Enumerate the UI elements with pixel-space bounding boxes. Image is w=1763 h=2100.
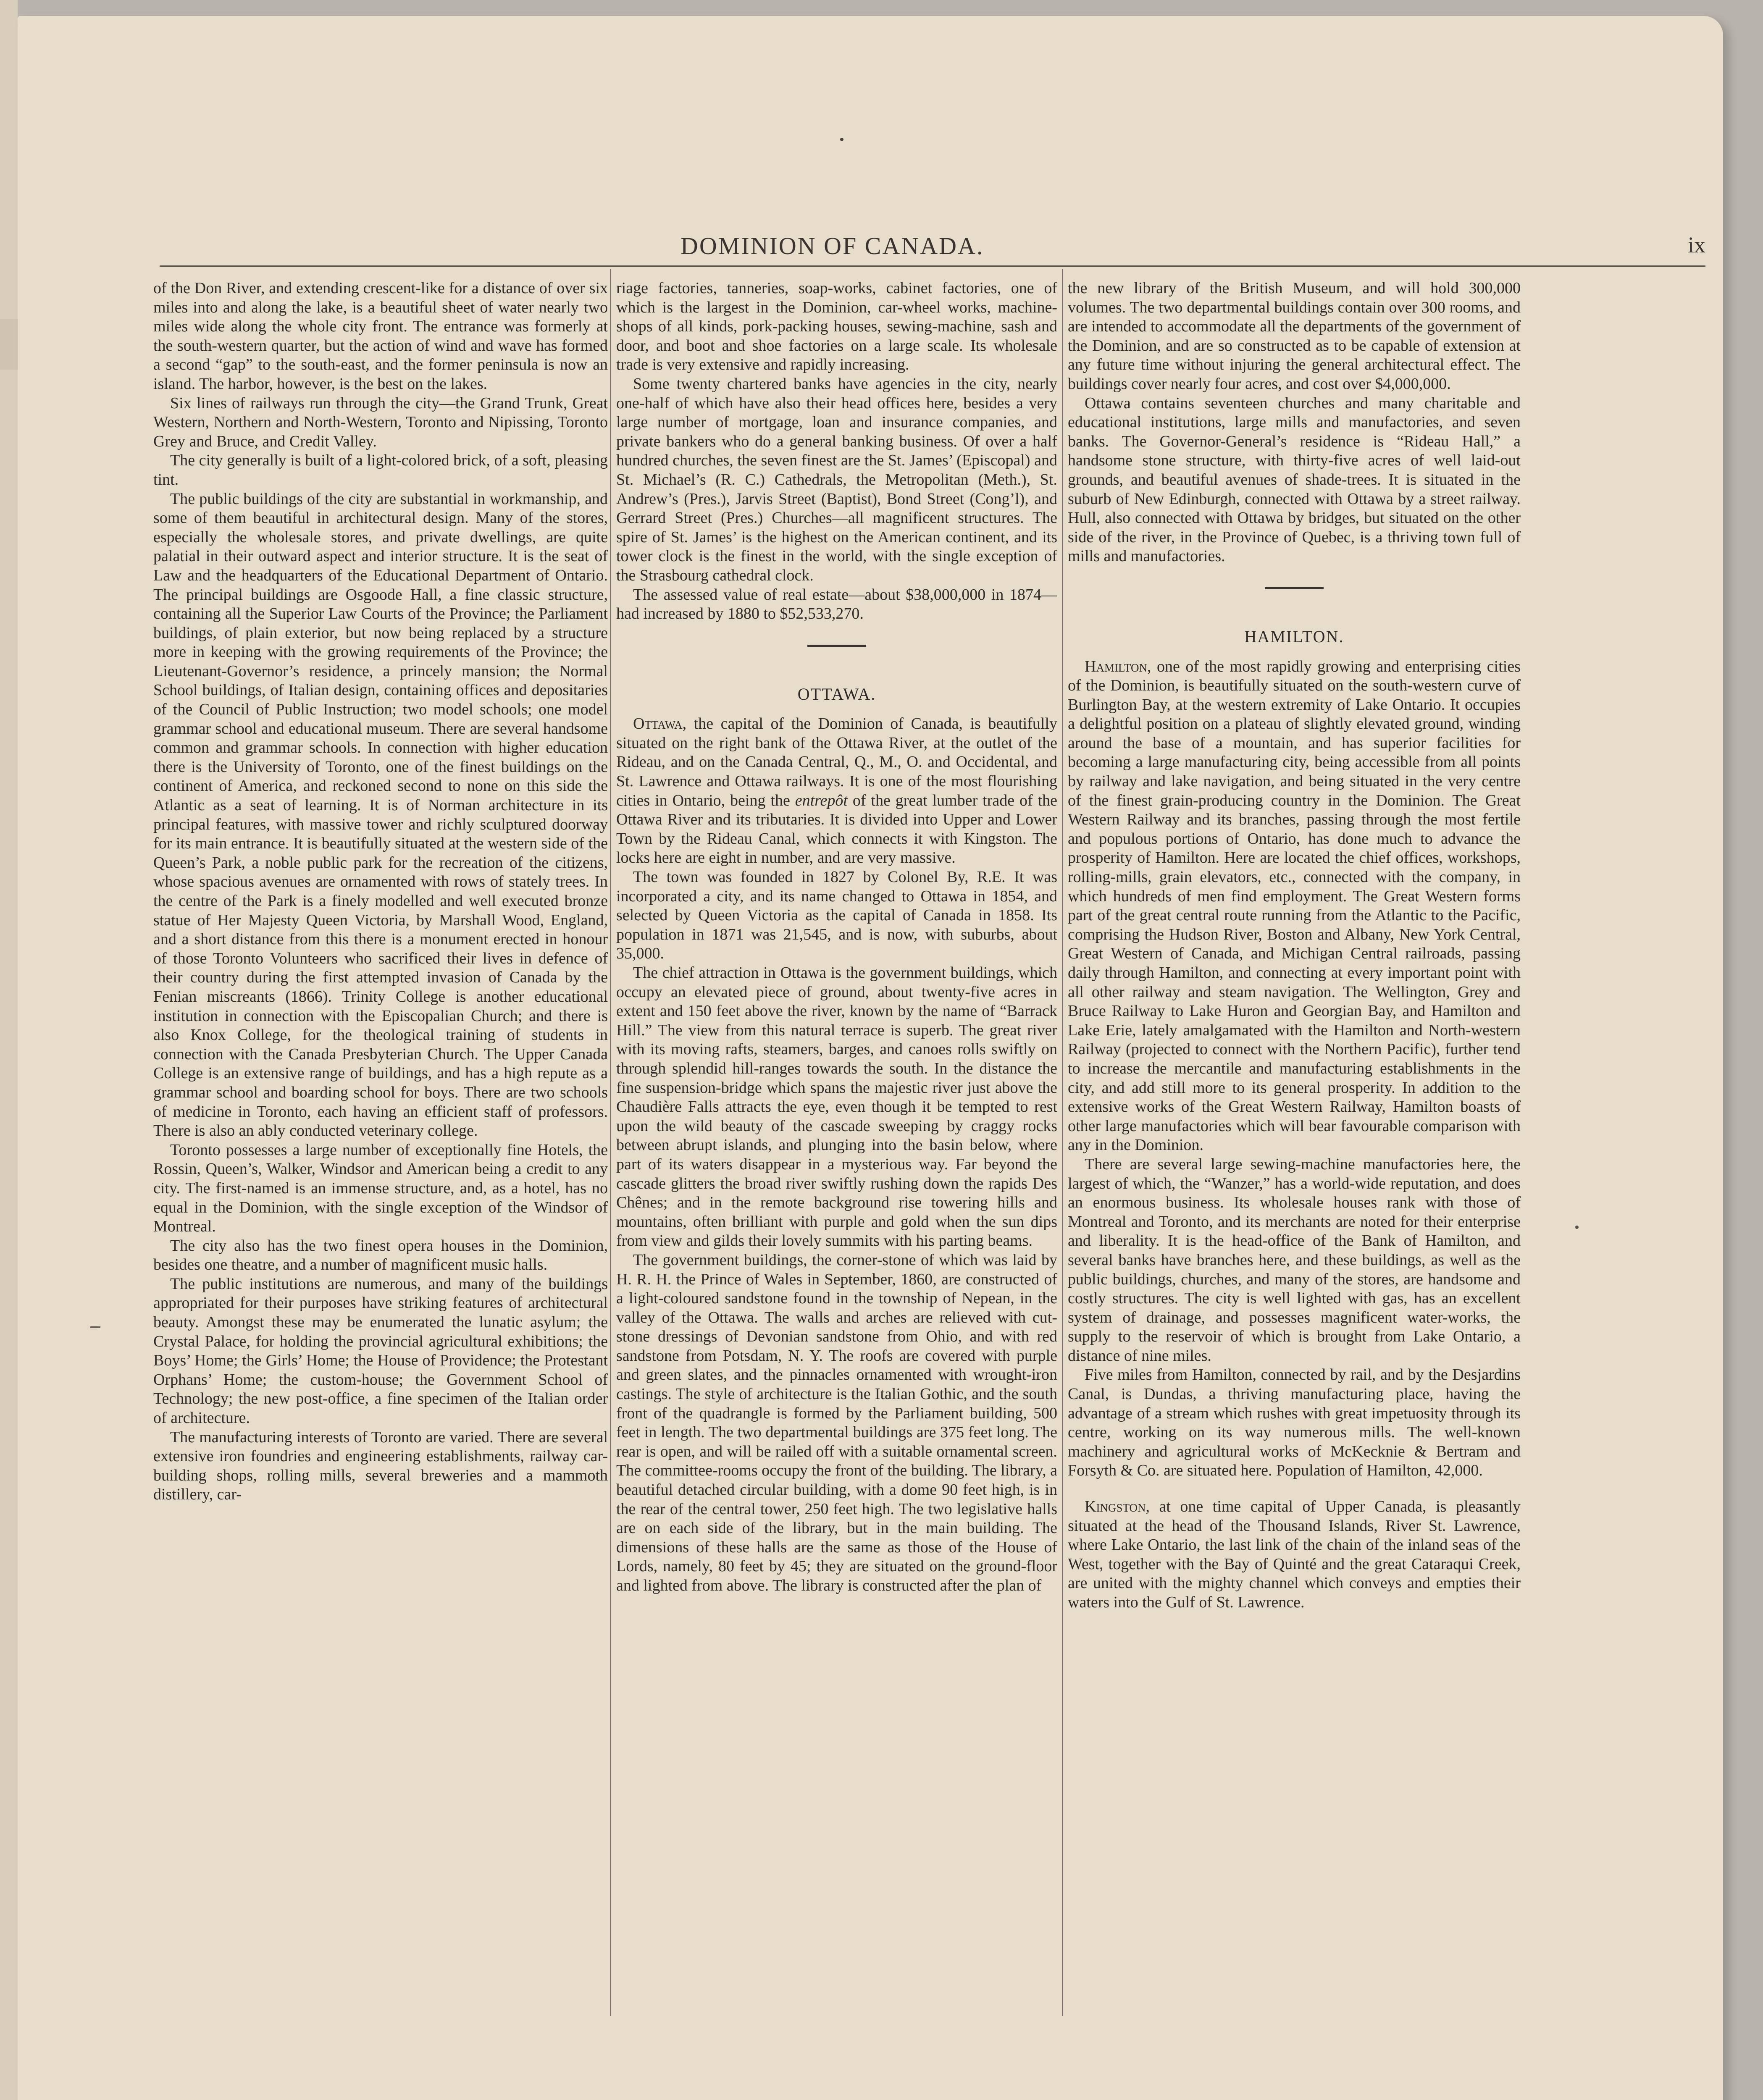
- left-edge-mark: [0, 319, 18, 370]
- paragraph: the new library of the British Museum, and will hold 300,000 volumes. The two departmental buildings contain over 300 rooms, and are intended to accommodate all the departments of the government of the Dominion, and are so constructed as to be capable of extension at any future time without injuring the general architectural effect. The buildings cover nearly four acres, and cost over $4,000,000.: [1068, 279, 1521, 393]
- paragraph: The assessed value of real estate—about $38,000,000 in 1874—had increased by 1880 to $52,533,270.: [616, 585, 1057, 623]
- section-divider: [1265, 587, 1324, 589]
- page-number: ix: [1687, 232, 1705, 257]
- paragraph-ottawa-intro: [616, 714, 1057, 868]
- margin-dash-mark: [90, 1326, 100, 1328]
- paragraph: The government buildings, the corner-stone of which was laid by H. R. H. the Prince of Wales in September, 1860, are constructed of a light-coloured sandstone found in the township of Nepean, in the valley of the Ottawa. The walls and arches are relieved with cut-stone dressings of Devonian sandstone from Ohio, and with red sandstone from Potsdam, N. Y. The roofs are covered with purple and green slates, and the pinnacles ornamented with wrought-iron castings. The style of architecture is the Italian Gothic, and the south front of the quadrangle is formed by the Parliament building, 500 feet in length. The two departmental buildings are 375 feet long. The rear is open, and will be railed off with a suitable ornamental screen. The committee-rooms occupy the front of the building. The library, a beautiful detached circular building, with a dome 90 feet high, is in the rear of the central tower, 250 feet high. The two legislative halls are on each side of the library, but in the main building. The dimensions of these halls are the same as those of the House of Lords, namely, 80 feet by 45; they are situated on the ground-floor and lighted from above. The library is constructed after the plan of: [616, 1251, 1057, 1594]
- paragraph: Toronto possesses a large number of exceptionally fine Hotels, the Rossin, Queen’s, Walker, Windsor and American being a credit to any city. The first-named is an immense structure, and, as a hotel, has no equal in the Dominion, with the single exception of the Windsor of Montreal.: [153, 1141, 608, 1236]
- text-run: one of the most rapidly growing and enterprising cities of the Dominion, is beautifully situated on the south-western curve of Burlington Bay, at the western extremity of Lake Ontario. It occupies a delightful position on a plateau of slightly elevated ground, winding around the base of a mountain, and has superior facilities for becoming a large manufacturing city, being accessible from all points by railway and lake navigation, and being situated in the very centre of the finest grain-producing country in the Dominion. The Great Western Railway and its branches, passing through the most fertile and populous portions of Ontario, has done much to advance the prosperity of Hamilton. Here are located the chief offices, workshops, rolling-mills, grain elevators, etc., connected with the company, in which hundreds of men find employment. The Great Western forms part of the great central route running from the Atlantic to the Pacific, comprising the Hudson River, Boston and Albany, New York Central, Great Western of Canada, and Michigan Central railroads, passing daily through Hamilton, and connecting at every important point with all other railway and steam navigation. The Wellington, Grey and Bruce Railway to Lake Huron and Georgian Bay, and Hamilton and Lake Erie, lately amalgamated with the Hamilton and North-western Railway (projected to connect with the Northern Pacific), further tend to increase the mercantile and manufacturing establishments in the city, and add still more to its general prosperity. In addition to the extensive works of the Great Western Railway, Hamilton boasts of other large manufactories which will bear favourable comparison with any in the Dominion.: [1068, 657, 1521, 1154]
- column-rule-1: [610, 269, 611, 2016]
- paragraph: riage factories, tanneries, soap-works, cabinet factories, one of which is the largest in the Dominion, car-wheel works, machine-shops of all kinds, pork-packing houses, sewing-machine, sash and door, and boot and shoe factories on a large scale. Its wholesale trade is very extensive and rapidly increasing.: [616, 279, 1057, 374]
- paragraph: Six lines of railways run through the city—the Grand Trunk, Great Western, Northern and North-Western, Toronto and Nipissing, Toronto Grey and Bruce, and Credit Valley.: [153, 394, 608, 450]
- paragraph: Five miles from Hamilton, connected by rail, and by the Desjardins Canal, is Dundas, a thriving manufacturing place, having the advantage of a stream which rushes with great impetuosity through its centre, working on its way numerous mills. The well-known machinery and agricultural works of McKecknie & Bertram and Forsyth & Co. are situated here. Population of Hamilton, 42,000.: [1068, 1366, 1521, 1480]
- lead-word: Hamilton,: [1085, 657, 1151, 675]
- margin-dot-mark: [1575, 1226, 1579, 1229]
- paragraph: of the Don River, and extending crescent-like for a distance of over six miles into and along the lake, is a beautiful sheet of water nearly two miles wide along the whole city front. The entrance was formerly at the south-western quarter, but the action of wind and wave has formed a second “gap” to the south-east, and the former peninsula is now an island. The harbor, however, is the best on the lakes.: [153, 279, 608, 393]
- running-title: DOMINION OF CANADA.: [681, 232, 984, 260]
- paragraph: The chief attraction in Ottawa is the government buildings, which occupy an elevated piece of ground, about twenty-five acres in extent and 150 feet above the river, known by the name of “Barrack Hill.” The view from this natural terrace is superb. The great river with its moving rafts, steamers, barges, and canoes rolls swiftly on through splendid hill-ranges towards the south. In the distance the fine suspension-bridge which spans the majestic river just above the Chaudière Falls attracts the eye, even though it be tempted to rest upon the wild beauty of the cascade sweeping by craggy rocks between abrupt islands, and plunging into the basin below, where part of its waters disappear in a mysterious way. Far beyond the cascade glitters the broad river swiftly rushing down the rapids Des Chênes; and in the remote background rise towering hills and mountains, often brilliant with purple and gold when the sun dips from view and gilds their lovely summits with his parting beams.: [616, 964, 1057, 1250]
- running-header: [160, 232, 1705, 261]
- column-2: [616, 279, 1057, 2026]
- top-dot-mark: [840, 138, 843, 141]
- paragraph: The public institutions are numerous, and many of the buildings appropriated for their purposes have striking features of architectural beauty. Amongst these may be enumerated the lunatic asylum; the Crystal Palace, for holding the provincial agricultural exhibitions; the Boys’ Home; the Girls’ Home; the House of Providence; the Protestant Orphans’ Home; the custom-house; the Government School of Technology; the new post-office, a fine specimen of the Italian order of architecture.: [153, 1275, 608, 1427]
- lead-word: Kingston,: [1085, 1498, 1150, 1516]
- paragraph: Ottawa contains seventeen churches and many charitable and educational institutions, large mills and manufactories, and seven banks. The Governor-General’s residence is “Rideau Hall,” a handsome stone structure, with thirty-five acres of well laid-out grounds, and beautiful avenues of shade-trees. It is situated in the suburb of New Edinburgh, connected with Ottawa by a street railway. Hull, also connected with Ottawa by bridges, but situated on the other side of the river, in the Province of Quebec, is a thriving town full of mills and manufactories.: [1068, 394, 1521, 565]
- paragraph-kingston-intro: [1068, 1497, 1521, 1612]
- section-divider: [807, 645, 866, 647]
- lead-word: Ottawa,: [633, 715, 687, 733]
- column-rule-2: [1062, 269, 1063, 2016]
- paragraph: The town was founded in 1827 by Colonel By, R.E. It was incorporated a city, and its name changed to Ottawa in 1854, and selected by Queen Victoria as the capital of Canada in 1858. Its population in 1871 was 21,545, and is now, with suburbs, about 35,000.: [616, 868, 1057, 963]
- text-run: the capital of the Dominion of Canada, is beautifully situated on the right bank of the Ottawa River, at the outlet of the Rideau, and on the Canada Central, Q., M., O. and Occidental, and St. Lawrence and Ottawa railways. It is one of the most flourishing cities in Ontario, being the: [616, 715, 1057, 809]
- text-run: of the great lumber trade of the Ottawa River and its tributaries. It is divided into Upper and Lower Town by the Rideau Canal, which connects it with Kingston. The locks here are eight in number, and are very massive.: [616, 791, 1057, 867]
- paragraph: The city generally is built of a light-colored brick, of a soft, pleasing tint.: [153, 452, 608, 488]
- left-edge-strip: [0, 0, 18, 2100]
- column-1: [153, 279, 608, 2026]
- paragraph: There are several large sewing-machine manufactories here, the largest of which, the “Wanzer,” has a world-wide reputation, and does an enormous business. Its wholesale houses rank with those of Montreal and Toronto, and its merchants are noted for their enterprise and liberality. It is the head-office of the Bank of Hamilton, and several banks have branches here, and these buildings, as well as the public buildings, churches, and many of the stores, are handsome and costly structures. The city is well lighted with gas, has an excellent system of drainage, and possesses magnificent water-works, the supply to the reservoir of which is brought from Lake Ontario, a distance of nine miles.: [1068, 1155, 1521, 1365]
- paragraph: The public buildings of the city are substantial in workmanship, and some of them beautiful in architectural design. Many of the stores, especially the wholesale stores, and private dwellings, are quite palatial in their outward aspect and interior structure. It is the seat of Law and the headquarters of the Educational Department of Ontario. The principal buildings are Osgoode Hall, a fine classic structure, containing all the Superior Law Courts of the Province; the Parliament buildings, of plain exterior, but now being replaced by a structure more in keeping with the growing requirements of the Province; the Lieutenant-Governor’s residence, a princely mansion; the Normal School buildings, of Italian design, containing offices and depositaries of the Council of Public Instruction; two model schools; one model grammar school and educational museum. There are several handsome common and grammar schools. In connection with higher education there is the University of Toronto, one of the finest buildings on the continent of America, and reckoned second to none on this side the Atlantic as a seat of learning. It is of Norman architecture in its principal features, with massive tower and richly sculptured doorway for its main entrance. It is beautifully situated at the western side of the Queen’s Park, a noble public park for the recreation of the citizens, whose spacious avenues are ornamented with rows of stately trees. In the centre of the Park is a finely modelled and well executed bronze statue of Her Majesty Queen Victoria, by Marshall Wood, England, and a short distance from this there is a monument erected in honour of those Toronto Volunteers who sacrificed their lives in defence of their country during the first attempted invasion of Canada by the Fenian miscreants (1866). Trinity College is another educational institution in connection with the Episcopalian Church; and there is also Knox College, for the theological training of students in connection with the Canada Presbyterian Church. The Upper Canada College is an extensive range of buildings, and has a high repute as a grammar school and boarding school for boys. There are two schools of medicine in Toronto, each having an efficient staff of professors. There is also an ably conducted veterinary college.: [153, 490, 608, 1140]
- paragraph: Some twenty chartered banks have agencies in the city, nearly one-half of which have also their head offices here, besides a very large number of mortgage, loan and insurance companies, and private bankers who do a general banking business. Of over a half hundred churches, the seven finest are the St. James’ (Episcopal) and St. Michael’s (R. C.) Cathedrals, the Metropolitan (Meth.), St. Andrew’s (Pres.), Jarvis Street (Baptist), Bond Street (Cong’l), and Gerrard Street (Pres.) Churches—all magnificent structures. The spire of St. James’ is the highest on the American continent, and its tower clock is the finest in the world, with the single exception of the Strasbourg cathedral clock.: [616, 375, 1057, 584]
- text-run: at one time capital of Upper Canada, is pleasantly situated at the head of the Thousand Islands, River St. Lawrence, where Lake Ontario, the last link of the chain of the inland seas of the West, together with the Bay of Quinté and the great Cataraqui Creek, are united with the mighty channel which conveys and empties their waters into the Gulf of St. Lawrence.: [1068, 1498, 1521, 1611]
- header-rule: [160, 265, 1705, 267]
- paragraph: The city also has the two finest opera houses in the Dominion, besides one theatre, and a number of magnificent music halls.: [153, 1236, 608, 1274]
- section-heading-ottawa: OTTAWA.: [797, 684, 876, 704]
- paragraph-hamilton-intro: [1068, 657, 1521, 1155]
- paragraph: The manufacturing interests of Toronto are varied. There are several extensive iron foundries and engineering establishments, railway car-building shops, rolling mills, several breweries and a mammoth distillery, car-: [153, 1428, 608, 1504]
- column-3: [1068, 279, 1521, 2026]
- italic-term: entrepôt: [795, 791, 848, 809]
- section-heading-hamilton: HAMILTON.: [1244, 627, 1344, 646]
